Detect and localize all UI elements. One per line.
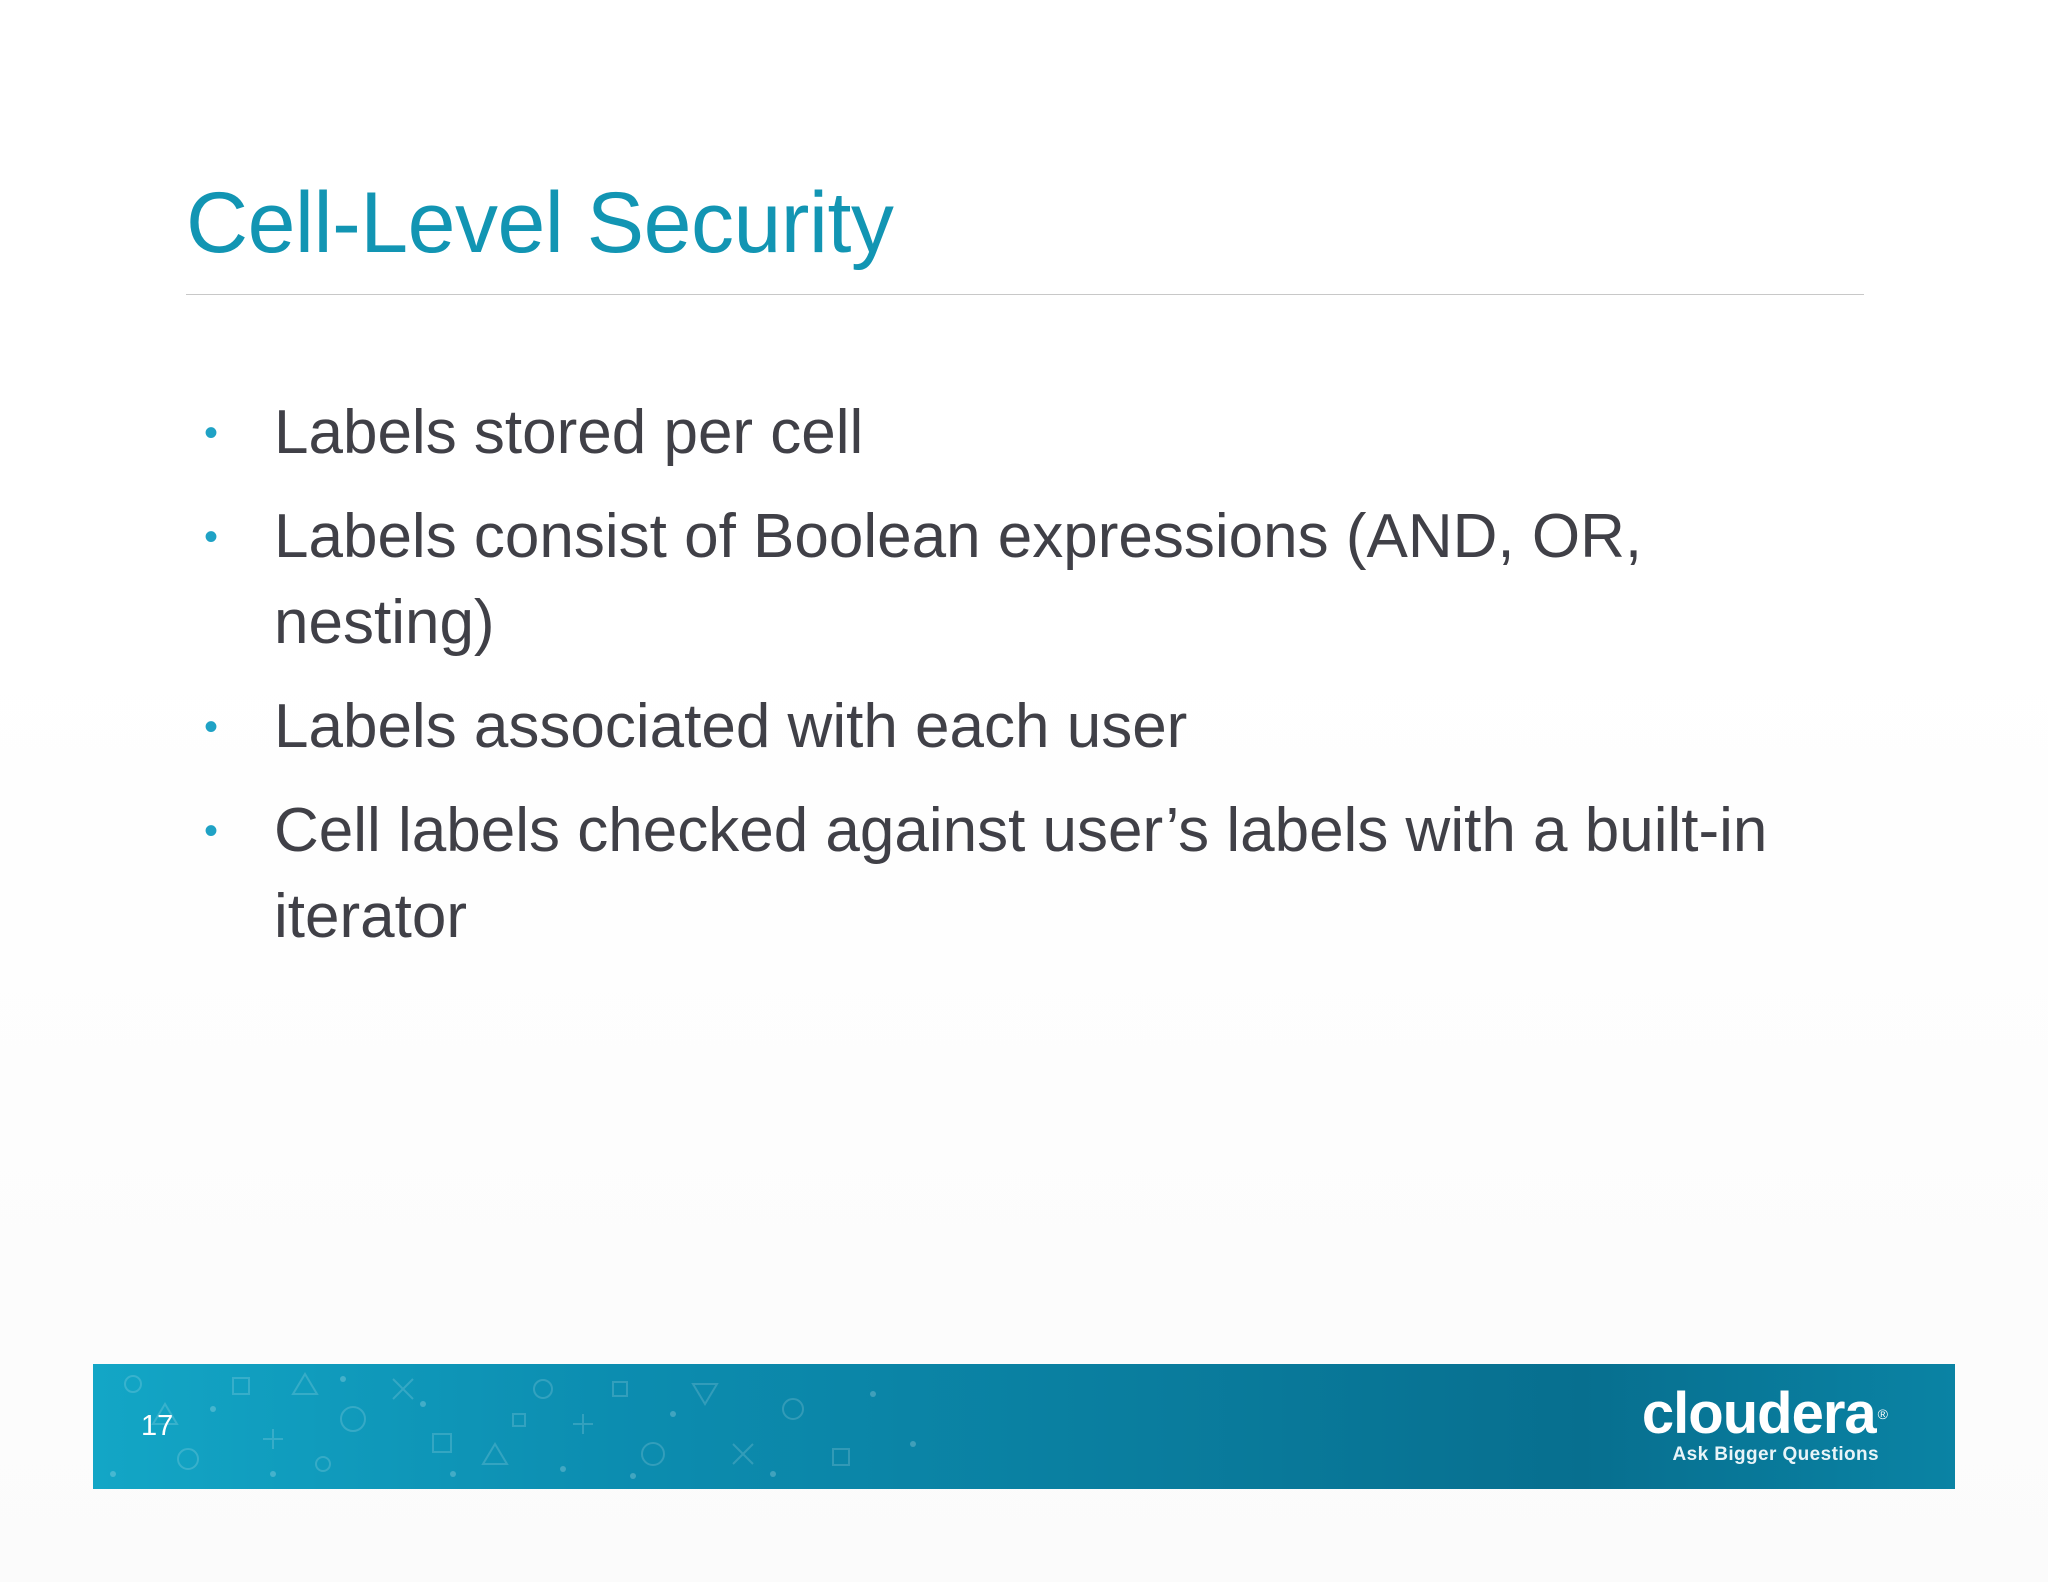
bullet-text: Labels stored per cell (274, 398, 864, 467)
logo-wordmark (1641, 1381, 1887, 1446)
bullet-dot-icon: • (203, 515, 218, 559)
page-number: 17 (141, 1410, 174, 1442)
bullet-item (196, 788, 1856, 960)
registered-mark: ® (1877, 1406, 1887, 1422)
title-divider (186, 294, 1864, 295)
logo-text: cloudera (1641, 1381, 1876, 1446)
footer-pattern-icon (93, 1364, 993, 1489)
bullet-text: Labels consist of Boolean expressions (AND, OR, nesting) (274, 502, 1643, 657)
bullet-item (196, 684, 1856, 770)
bullet-item (196, 494, 1856, 666)
bullet-text: Cell labels checked against user’s labels with a built-in iterator (274, 796, 1768, 951)
bullet-item (196, 390, 1856, 476)
bullet-dot-icon: • (203, 705, 218, 749)
bullet-dot-icon: • (203, 411, 218, 455)
bullet-text: Labels associated with each user (274, 692, 1188, 761)
bullet-dot-icon: • (203, 809, 218, 853)
cloudera-logo (1641, 1381, 1887, 1468)
logo-tagline: Ask Bigger Questions (1672, 1444, 1879, 1465)
bullet-list (196, 390, 1856, 978)
footer-bar (93, 1364, 1955, 1489)
slide-title: Cell-Level Security (186, 175, 894, 271)
